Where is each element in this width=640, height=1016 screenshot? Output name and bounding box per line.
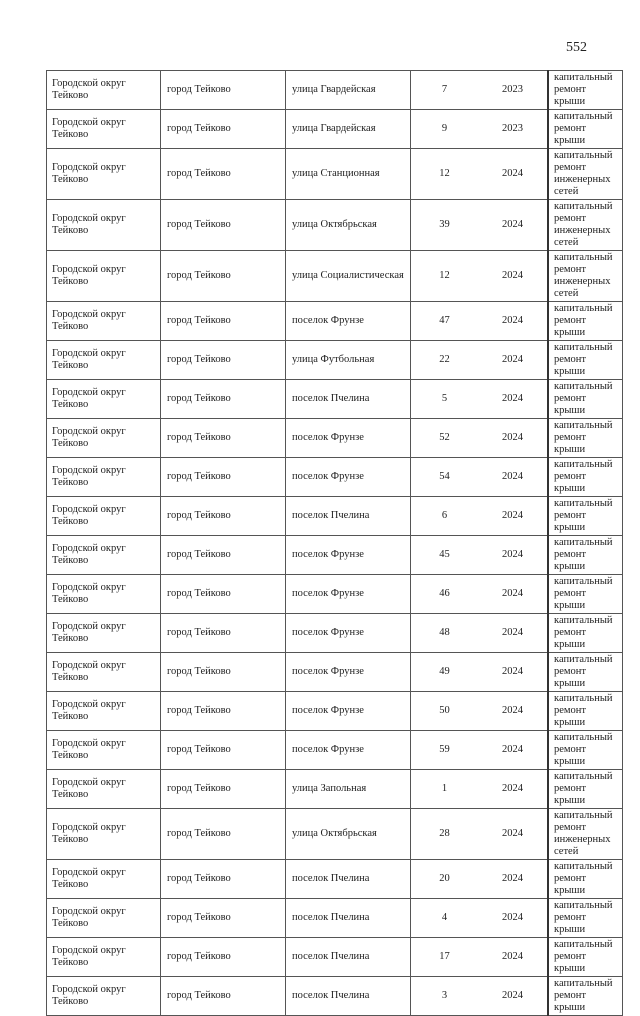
cell-city: город Тейково xyxy=(161,938,286,977)
cell-district: Городской округ Тейково xyxy=(47,200,161,251)
table-row xyxy=(47,731,623,770)
cell-house: 4 xyxy=(411,899,479,938)
table-row xyxy=(47,977,623,1016)
table-row xyxy=(47,380,623,419)
table-row xyxy=(47,809,623,860)
cell-street: поселок Фрунзе xyxy=(286,653,411,692)
table-row xyxy=(47,71,623,110)
cell-city: город Тейково xyxy=(161,653,286,692)
cell-street: улица Запольная xyxy=(286,770,411,809)
cell-work: капитальный ремонт крыши xyxy=(548,302,623,341)
table-row xyxy=(47,419,623,458)
cell-street: поселок Фрунзе xyxy=(286,575,411,614)
table-row xyxy=(47,536,623,575)
cell-year: 2024 xyxy=(478,575,548,614)
cell-work: капитальный ремонт крыши xyxy=(548,110,623,149)
table-row xyxy=(47,938,623,977)
cell-street: улица Футбольная xyxy=(286,341,411,380)
cell-street: поселок Фрунзе xyxy=(286,419,411,458)
cell-city: город Тейково xyxy=(161,731,286,770)
cell-district: Городской округ Тейково xyxy=(47,419,161,458)
table-row xyxy=(47,692,623,731)
cell-work: капитальный ремонт крыши xyxy=(548,692,623,731)
cell-street: поселок Фрунзе xyxy=(286,692,411,731)
cell-district: Городской округ Тейково xyxy=(47,653,161,692)
cell-street: поселок Пчелина xyxy=(286,380,411,419)
cell-year: 2024 xyxy=(478,536,548,575)
cell-city: город Тейково xyxy=(161,977,286,1016)
cell-city: город Тейково xyxy=(161,419,286,458)
cell-house: 28 xyxy=(411,809,479,860)
cell-house: 3 xyxy=(411,977,479,1016)
cell-house: 52 xyxy=(411,419,479,458)
cell-district: Городской округ Тейково xyxy=(47,809,161,860)
cell-city: город Тейково xyxy=(161,149,286,200)
cell-year: 2024 xyxy=(478,149,548,200)
cell-district: Городской округ Тейково xyxy=(47,536,161,575)
table-row xyxy=(47,770,623,809)
cell-work: капитальный ремонт инженерных сетей xyxy=(548,200,623,251)
cell-district: Городской округ Тейково xyxy=(47,497,161,536)
cell-work: капитальный ремонт крыши xyxy=(548,419,623,458)
cell-district: Городской округ Тейково xyxy=(47,899,161,938)
cell-district: Городской округ Тейково xyxy=(47,302,161,341)
table-row xyxy=(47,860,623,899)
cell-city: город Тейково xyxy=(161,380,286,419)
cell-city: город Тейково xyxy=(161,536,286,575)
cell-house: 48 xyxy=(411,614,479,653)
cell-year: 2024 xyxy=(478,251,548,302)
cell-street: поселок Пчелина xyxy=(286,938,411,977)
cell-work: капитальный ремонт крыши xyxy=(548,653,623,692)
cell-street: улица Гвардейская xyxy=(286,110,411,149)
cell-house: 45 xyxy=(411,536,479,575)
cell-city: город Тейково xyxy=(161,200,286,251)
cell-year: 2023 xyxy=(478,71,548,110)
cell-house: 39 xyxy=(411,200,479,251)
table-row xyxy=(47,149,623,200)
cell-work: капитальный ремонт крыши xyxy=(548,536,623,575)
cell-street: улица Октябрьская xyxy=(286,809,411,860)
table-row xyxy=(47,251,623,302)
cell-work: капитальный ремонт крыши xyxy=(548,938,623,977)
table-row xyxy=(47,341,623,380)
cell-street: поселок Фрунзе xyxy=(286,614,411,653)
table-row xyxy=(47,899,623,938)
cell-work: капитальный ремонт крыши xyxy=(548,575,623,614)
cell-district: Городской округ Тейково xyxy=(47,977,161,1016)
cell-year: 2024 xyxy=(478,341,548,380)
cell-work: капитальный ремонт крыши xyxy=(548,71,623,110)
cell-year: 2024 xyxy=(478,380,548,419)
cell-street: поселок Пчелина xyxy=(286,977,411,1016)
cell-city: город Тейково xyxy=(161,614,286,653)
page-number: 552 xyxy=(566,40,587,55)
cell-street: улица Станционная xyxy=(286,149,411,200)
cell-work: капитальный ремонт крыши xyxy=(548,614,623,653)
cell-district: Городской округ Тейково xyxy=(47,860,161,899)
cell-year: 2024 xyxy=(478,770,548,809)
cell-street: поселок Фрунзе xyxy=(286,302,411,341)
cell-year: 2024 xyxy=(478,938,548,977)
cell-house: 12 xyxy=(411,149,479,200)
cell-district: Городской округ Тейково xyxy=(47,251,161,302)
cell-street: поселок Пчелина xyxy=(286,497,411,536)
cell-house: 47 xyxy=(411,302,479,341)
cell-house: 5 xyxy=(411,380,479,419)
cell-year: 2024 xyxy=(478,899,548,938)
cell-street: поселок Фрунзе xyxy=(286,458,411,497)
cell-year: 2024 xyxy=(478,200,548,251)
cell-work: капитальный ремонт крыши xyxy=(548,899,623,938)
cell-district: Городской округ Тейково xyxy=(47,458,161,497)
cell-work: капитальный ремонт крыши xyxy=(548,458,623,497)
cell-year: 2024 xyxy=(478,614,548,653)
cell-house: 46 xyxy=(411,575,479,614)
cell-district: Городской округ Тейково xyxy=(47,341,161,380)
cell-house: 20 xyxy=(411,860,479,899)
cell-work: капитальный ремонт крыши xyxy=(548,977,623,1016)
cell-work: капитальный ремонт крыши xyxy=(548,380,623,419)
cell-city: город Тейково xyxy=(161,692,286,731)
repair-schedule-table xyxy=(46,70,623,1016)
cell-district: Городской округ Тейково xyxy=(47,731,161,770)
cell-street: поселок Пчелина xyxy=(286,860,411,899)
cell-district: Городской округ Тейково xyxy=(47,380,161,419)
table-row xyxy=(47,110,623,149)
cell-city: город Тейково xyxy=(161,575,286,614)
cell-city: город Тейково xyxy=(161,497,286,536)
cell-house: 17 xyxy=(411,938,479,977)
cell-year: 2024 xyxy=(478,497,548,536)
cell-work: капитальный ремонт инженерных сетей xyxy=(548,809,623,860)
cell-district: Городской округ Тейково xyxy=(47,149,161,200)
cell-work: капитальный ремонт крыши xyxy=(548,731,623,770)
cell-house: 49 xyxy=(411,653,479,692)
cell-work: капитальный ремонт крыши xyxy=(548,770,623,809)
table-row xyxy=(47,653,623,692)
table-row xyxy=(47,302,623,341)
cell-year: 2024 xyxy=(478,860,548,899)
cell-street: улица Октябрьская xyxy=(286,200,411,251)
cell-year: 2024 xyxy=(478,302,548,341)
cell-house: 59 xyxy=(411,731,479,770)
cell-district: Городской округ Тейково xyxy=(47,770,161,809)
cell-year: 2024 xyxy=(478,977,548,1016)
cell-house: 1 xyxy=(411,770,479,809)
cell-year: 2024 xyxy=(478,653,548,692)
cell-house: 9 xyxy=(411,110,479,149)
cell-street: поселок Фрунзе xyxy=(286,536,411,575)
table-row xyxy=(47,497,623,536)
cell-house: 6 xyxy=(411,497,479,536)
cell-city: город Тейково xyxy=(161,899,286,938)
cell-city: город Тейково xyxy=(161,458,286,497)
cell-city: город Тейково xyxy=(161,302,286,341)
cell-district: Городской округ Тейково xyxy=(47,575,161,614)
cell-city: город Тейково xyxy=(161,770,286,809)
cell-house: 54 xyxy=(411,458,479,497)
cell-city: город Тейково xyxy=(161,110,286,149)
table-row xyxy=(47,575,623,614)
cell-street: поселок Пчелина xyxy=(286,899,411,938)
cell-work: капитальный ремонт инженерных сетей xyxy=(548,251,623,302)
table-row xyxy=(47,614,623,653)
cell-year: 2024 xyxy=(478,692,548,731)
cell-house: 7 xyxy=(411,71,479,110)
cell-district: Городской округ Тейково xyxy=(47,71,161,110)
cell-year: 2023 xyxy=(478,110,548,149)
cell-city: город Тейково xyxy=(161,341,286,380)
cell-year: 2024 xyxy=(478,458,548,497)
cell-city: город Тейково xyxy=(161,71,286,110)
table-row xyxy=(47,458,623,497)
cell-street: улица Социалистическая xyxy=(286,251,411,302)
cell-city: город Тейково xyxy=(161,251,286,302)
cell-house: 12 xyxy=(411,251,479,302)
cell-district: Городской округ Тейково xyxy=(47,938,161,977)
cell-district: Городской округ Тейково xyxy=(47,110,161,149)
cell-work: капитальный ремонт крыши xyxy=(548,341,623,380)
cell-street: улица Гвардейская xyxy=(286,71,411,110)
cell-district: Городской округ Тейково xyxy=(47,614,161,653)
cell-district: Городской округ Тейково xyxy=(47,692,161,731)
table-row xyxy=(47,200,623,251)
cell-city: город Тейково xyxy=(161,809,286,860)
cell-work: капитальный ремонт инженерных сетей xyxy=(548,149,623,200)
cell-work: капитальный ремонт крыши xyxy=(548,497,623,536)
cell-year: 2024 xyxy=(478,419,548,458)
cell-street: поселок Фрунзе xyxy=(286,731,411,770)
cell-house: 50 xyxy=(411,692,479,731)
cell-house: 22 xyxy=(411,341,479,380)
cell-work: капитальный ремонт крыши xyxy=(548,860,623,899)
cell-year: 2024 xyxy=(478,731,548,770)
cell-city: город Тейково xyxy=(161,860,286,899)
cell-year: 2024 xyxy=(478,809,548,860)
